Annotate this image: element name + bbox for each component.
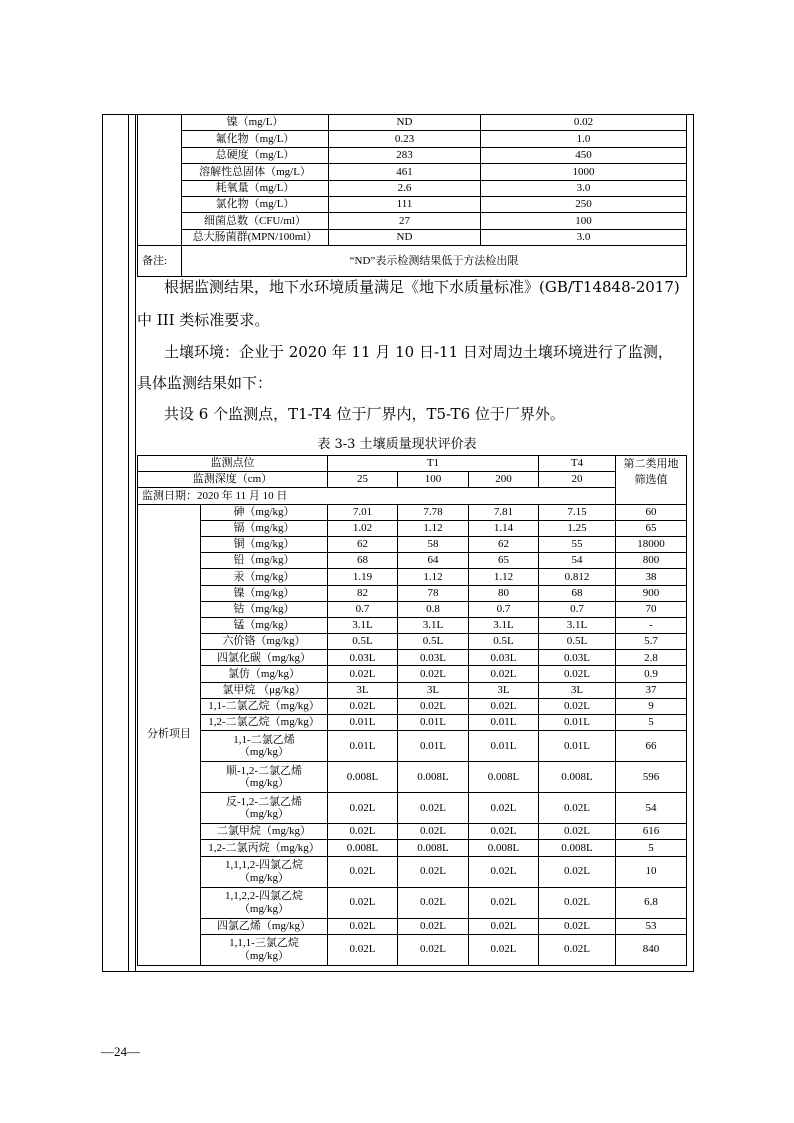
item-cell: 镍（mg/L） (182, 115, 329, 131)
value-cell: 0.7 (539, 601, 616, 617)
value-cell: 0.02L (469, 856, 539, 887)
group-label-cell: 分析项目 (138, 504, 201, 965)
item-cell: 铅（mg/kg） (201, 553, 328, 569)
value-cell: 0.8 (398, 601, 469, 617)
value-cell: 0.02L (398, 918, 469, 934)
value-cell: 0.008L (469, 840, 539, 856)
item-cell: 汞（mg/kg） (201, 569, 328, 585)
table-header-row (138, 488, 687, 504)
groundwater-table-body (138, 115, 687, 277)
value-cell: 3.0 (481, 180, 687, 196)
value-cell: 0.02L (469, 698, 539, 714)
screening-value-cell: 5 (616, 840, 687, 856)
item-cell: 细菌总数（CFU/ml） (182, 213, 329, 229)
table-row (138, 180, 687, 196)
table-row (138, 856, 687, 887)
note-label: 备注: (138, 246, 182, 277)
item-cell: 四氯乙烯（mg/kg） (201, 918, 328, 934)
value-cell: 0.008L (469, 762, 539, 793)
table-row (138, 762, 687, 793)
value-cell: 0.02L (539, 887, 616, 918)
depth-cell: 20 (539, 472, 616, 488)
value-cell: 0.01L (469, 715, 539, 731)
value-cell: 0.008L (398, 840, 469, 856)
value-cell: 0.02L (328, 824, 398, 840)
item-cell: 氯化物（mg/L） (182, 196, 329, 212)
date-cell: 监测日期：2020 年 11 月 10 日 (138, 488, 616, 504)
soil-quality-table (137, 455, 687, 966)
item-cell: 六价铬（mg/kg） (201, 634, 328, 650)
value-cell: 0.02L (539, 934, 616, 965)
value-cell: 7.78 (398, 504, 469, 520)
table-row (138, 585, 687, 601)
value-cell: 0.02L (539, 824, 616, 840)
value-cell: 1.14 (469, 520, 539, 536)
item-cell: 氟化物（mg/L） (182, 131, 329, 147)
value-cell: 3L (328, 682, 398, 698)
item-cell: 1,1,2,2-四氯乙烷（mg/kg） (201, 887, 328, 918)
frame-divider (135, 114, 136, 972)
value-cell: 58 (398, 536, 469, 552)
value-cell: 55 (539, 536, 616, 552)
screening-value-cell: 5 (616, 715, 687, 731)
value-cell: 68 (539, 585, 616, 601)
value-cell: 0.01L (539, 715, 616, 731)
depth-cell: 25 (328, 472, 398, 488)
item-cell: 反-1,2-二氯乙烯（mg/kg） (201, 793, 328, 824)
table-row (138, 569, 687, 585)
value-cell: 0.008L (328, 840, 398, 856)
value-cell: 0.02L (469, 793, 539, 824)
value-cell: 0.02L (328, 934, 398, 965)
value-cell: 0.008L (398, 762, 469, 793)
value-cell: 65 (469, 553, 539, 569)
table-row (138, 131, 687, 147)
value-cell: 100 (481, 213, 687, 229)
table-row (138, 164, 687, 180)
value-cell: 62 (469, 536, 539, 552)
header-cell: T4 (539, 456, 616, 472)
value-cell: 0.01L (398, 715, 469, 731)
value-cell: 0.5L (328, 634, 398, 650)
value-cell: 82 (328, 585, 398, 601)
table-row (138, 213, 687, 229)
screening-value-cell: 54 (616, 793, 687, 824)
value-cell: 0.02L (398, 934, 469, 965)
value-cell: 1.12 (398, 569, 469, 585)
value-cell: 0.7 (469, 601, 539, 617)
table-row (138, 793, 687, 824)
value-cell: 0.02L (469, 887, 539, 918)
item-cell: 耗氧量（mg/L） (182, 180, 329, 196)
value-cell: 0.01L (328, 731, 398, 762)
value-cell: 0.02 (481, 115, 687, 131)
table-row (138, 536, 687, 552)
screening-value-cell: 2.8 (616, 650, 687, 666)
value-cell: 0.5L (539, 634, 616, 650)
table-row (138, 229, 687, 245)
value-cell: 0.02L (398, 698, 469, 714)
value-cell: 1.12 (469, 569, 539, 585)
table-row (138, 934, 687, 965)
table-row (138, 553, 687, 569)
value-cell: 0.02L (539, 918, 616, 934)
value-cell: 0.01L (328, 715, 398, 731)
item-cell: 铜（mg/kg） (201, 536, 328, 552)
value-cell: 0.03L (539, 650, 616, 666)
note-text: “ND”表示检测结果低于方法检出限 (182, 246, 687, 277)
table-row (138, 520, 687, 536)
value-cell: 1.02 (328, 520, 398, 536)
value-cell: 27 (329, 213, 481, 229)
header-cell: 第二类用地筛选值 (616, 456, 687, 505)
value-cell: 3.0 (481, 229, 687, 245)
value-cell: 461 (329, 164, 481, 180)
value-cell: 7.15 (539, 504, 616, 520)
screening-value-cell: - (616, 617, 687, 633)
value-cell: 1.0 (481, 131, 687, 147)
value-cell: 0.02L (469, 934, 539, 965)
value-cell: 0.02L (328, 793, 398, 824)
value-cell: 2.6 (329, 180, 481, 196)
screening-value-cell: 616 (616, 824, 687, 840)
item-cell: 锰（mg/kg） (201, 617, 328, 633)
screening-value-cell: 60 (616, 504, 687, 520)
value-cell: 3L (469, 682, 539, 698)
item-cell: 镍（mg/kg） (201, 585, 328, 601)
frame-divider (128, 114, 129, 972)
paragraph: 具体监测结果如下： (137, 374, 273, 392)
value-cell: ND (329, 115, 481, 131)
value-cell: 0.02L (469, 824, 539, 840)
value-cell: 1.12 (398, 520, 469, 536)
value-cell: 1.25 (539, 520, 616, 536)
screening-value-cell: 53 (616, 918, 687, 934)
value-cell: 3.1L (398, 617, 469, 633)
value-cell: 0.03L (398, 650, 469, 666)
value-cell: 0.008L (539, 762, 616, 793)
paragraph: 根据监测结果，地下水环境质量满足《地下水质量标准》(GB/T14848-2017) (164, 278, 680, 296)
value-cell: 1.19 (328, 569, 398, 585)
item-cell: 总大肠菌群(MPN/100ml） (182, 229, 329, 245)
value-cell: 0.008L (328, 762, 398, 793)
value-cell: 3L (539, 682, 616, 698)
screening-value-cell: 800 (616, 553, 687, 569)
value-cell: 0.03L (328, 650, 398, 666)
item-cell: 总硬度（mg/L） (182, 147, 329, 163)
screening-value-cell: 840 (616, 934, 687, 965)
value-cell: 7.81 (469, 504, 539, 520)
table-row (138, 698, 687, 714)
screening-value-cell: 37 (616, 682, 687, 698)
value-cell: 450 (481, 147, 687, 163)
value-cell: 0.01L (539, 731, 616, 762)
screening-value-cell: 900 (616, 585, 687, 601)
table-header-row (138, 456, 687, 472)
table-row (138, 824, 687, 840)
table-row (138, 617, 687, 633)
item-cell: 1,1-二氯乙烷（mg/kg） (201, 698, 328, 714)
value-cell: 68 (328, 553, 398, 569)
header-cell: 监测点位 (138, 456, 328, 472)
value-cell: 0.02L (398, 887, 469, 918)
table-header-row (138, 472, 687, 488)
table-row (138, 504, 687, 520)
depth-cell: 100 (398, 472, 469, 488)
item-cell: 1,1-二氯乙烯（mg/kg） (201, 731, 328, 762)
value-cell: 80 (469, 585, 539, 601)
header-cell: 监测深度（cm） (138, 472, 328, 488)
screening-value-cell: 70 (616, 601, 687, 617)
value-cell: 0.7 (328, 601, 398, 617)
soil-table-body (138, 456, 687, 966)
value-cell: 111 (329, 196, 481, 212)
table-row (138, 731, 687, 762)
table-row (138, 715, 687, 731)
value-cell: 0.02L (398, 856, 469, 887)
value-cell: 0.03L (469, 650, 539, 666)
groundwater-table (137, 114, 687, 277)
screening-value-cell: 6.8 (616, 887, 687, 918)
page-number: —24— (101, 1044, 140, 1059)
screening-value-cell: 18000 (616, 536, 687, 552)
value-cell: ND (329, 229, 481, 245)
table-row (138, 887, 687, 918)
table-row (138, 840, 687, 856)
value-cell: 0.02L (539, 793, 616, 824)
value-cell: 64 (398, 553, 469, 569)
value-cell: 0.02L (328, 698, 398, 714)
item-cell: 氯仿（mg/kg） (201, 666, 328, 682)
item-cell: 镉（mg/kg） (201, 520, 328, 536)
table-row (138, 601, 687, 617)
item-cell: 氯甲烷 （μg/kg） (201, 682, 328, 698)
screening-value-cell: 38 (616, 569, 687, 585)
paragraph: 共设 6 个监测点，T1-T4 位于厂界内，T5-T6 位于厂界外。 (164, 405, 565, 423)
table-row (138, 918, 687, 934)
table-caption: 表 3-3 土壤质量现状评价表 (317, 437, 477, 452)
item-cell: 1,1,1-三氯乙烷（mg/kg） (201, 934, 328, 965)
value-cell: 3L (398, 682, 469, 698)
value-cell: 0.01L (469, 731, 539, 762)
item-cell: 1,2-二氯乙烷（mg/kg） (201, 715, 328, 731)
value-cell: 3.1L (328, 617, 398, 633)
screening-value-cell: 10 (616, 856, 687, 887)
table-row (138, 666, 687, 682)
value-cell: 0.812 (539, 569, 616, 585)
value-cell: 62 (328, 536, 398, 552)
value-cell: 0.02L (398, 666, 469, 682)
value-cell: 0.02L (328, 887, 398, 918)
item-cell: 顺-1,2-二氯乙烯（mg/kg） (201, 762, 328, 793)
screening-value-cell: 65 (616, 520, 687, 536)
value-cell: 1000 (481, 164, 687, 180)
value-cell: 0.02L (328, 918, 398, 934)
value-cell: 3.1L (469, 617, 539, 633)
table-row (138, 115, 687, 131)
note-row (138, 246, 687, 277)
value-cell: 0.02L (539, 698, 616, 714)
value-cell: 0.5L (469, 634, 539, 650)
value-cell: 0.02L (539, 856, 616, 887)
value-cell: 0.02L (398, 793, 469, 824)
table-row (138, 650, 687, 666)
value-cell: 0.02L (469, 666, 539, 682)
screening-value-cell: 596 (616, 762, 687, 793)
value-cell: 0.02L (328, 666, 398, 682)
screening-value-cell: 66 (616, 731, 687, 762)
value-cell: 78 (398, 585, 469, 601)
item-cell: 1,1,1,2-四氯乙烷（mg/kg） (201, 856, 328, 887)
value-cell: 0.02L (398, 824, 469, 840)
table-row (138, 682, 687, 698)
depth-cell: 200 (469, 472, 539, 488)
item-cell: 砷（mg/kg） (201, 504, 328, 520)
item-cell: 溶解性总固体（mg/L） (182, 164, 329, 180)
table-row (138, 634, 687, 650)
value-cell: 250 (481, 196, 687, 212)
item-cell: 1,2-二氯丙烷（mg/kg） (201, 840, 328, 856)
screening-value-cell: 5.7 (616, 634, 687, 650)
value-cell: 3.1L (539, 617, 616, 633)
paragraph: 土壤环境：企业于 2020 年 11 月 10 日-11 日对周边土壤环境进行了监测， (164, 343, 673, 361)
blank-cell (138, 115, 182, 246)
value-cell: 0.02L (539, 666, 616, 682)
value-cell: 7.01 (328, 504, 398, 520)
value-cell: 54 (539, 553, 616, 569)
value-cell: 0.23 (329, 131, 481, 147)
table-row (138, 196, 687, 212)
paragraph: 中 III 类标准要求。 (137, 311, 270, 329)
item-cell: 钴（mg/kg） (201, 601, 328, 617)
value-cell: 0.02L (469, 918, 539, 934)
value-cell: 283 (329, 147, 481, 163)
header-cell: T1 (328, 456, 539, 472)
screening-value-cell: 0.9 (616, 666, 687, 682)
value-cell: 0.02L (328, 856, 398, 887)
value-cell: 0.5L (398, 634, 469, 650)
value-cell: 0.01L (398, 731, 469, 762)
table-row (138, 147, 687, 163)
screening-value-cell: 9 (616, 698, 687, 714)
value-cell: 0.008L (539, 840, 616, 856)
item-cell: 二氯甲烷（mg/kg） (201, 824, 328, 840)
item-cell: 四氯化碳（mg/kg） (201, 650, 328, 666)
